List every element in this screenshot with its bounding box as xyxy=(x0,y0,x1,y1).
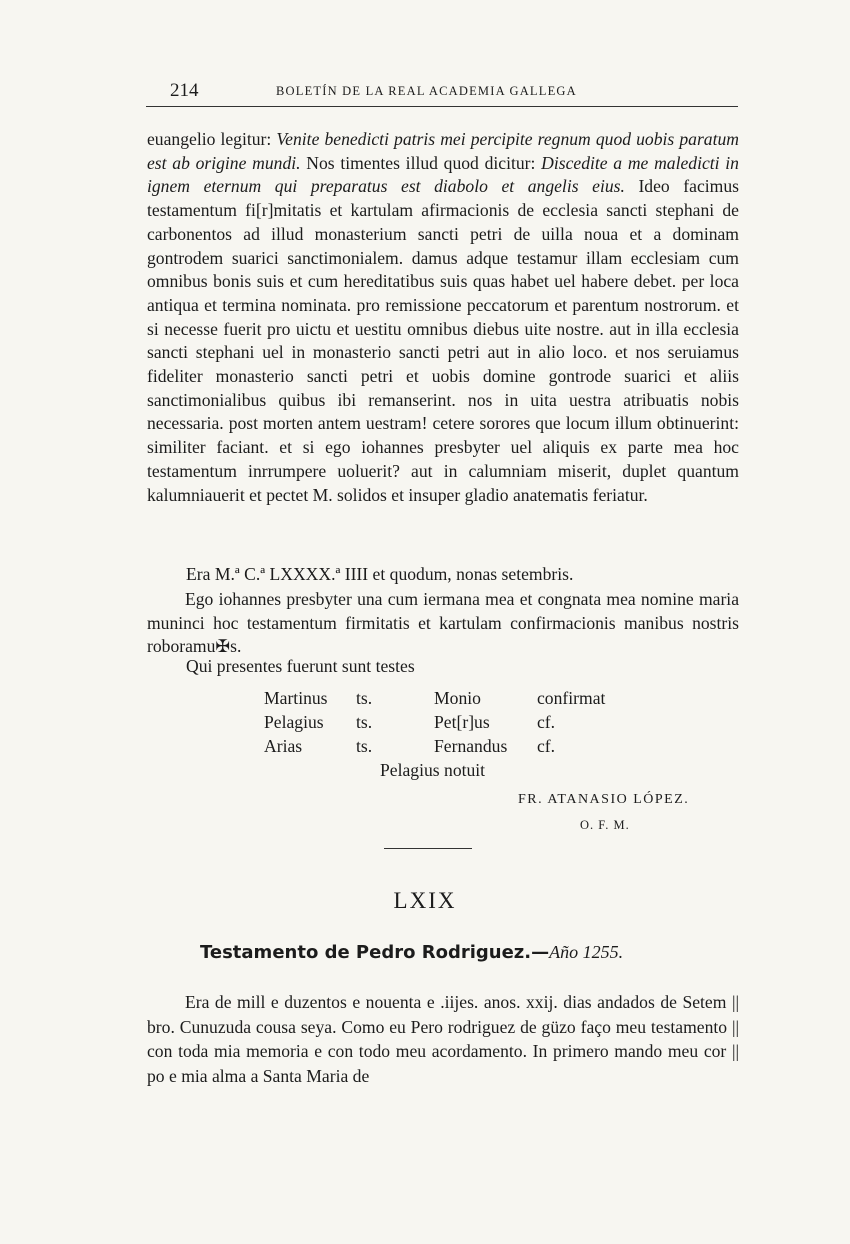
italic-quote: Discedite a me maledicti in ignem eternum qui preparatus est diabolo et angelis eius. xyxy=(147,152,739,197)
witness-mark: ts. xyxy=(356,712,373,732)
section-divider xyxy=(384,848,472,849)
witness-mark: ts. xyxy=(356,688,373,708)
new-document-paragraph: Era de mill e duzentos e nouenta e .iijes. anos. xxij. dias andados de Setem || bro. Cunuzuda cousa seya. Como eu Pero rodriguez de güzo faço meu testamento || con toda mia memoria e con todo meu acordamento. In primero mando meu cor || po e mia alma a Santa Maria de xyxy=(147,992,739,1086)
text-segment: Nos timentes illud quod dicitur: xyxy=(306,152,536,173)
page-header xyxy=(146,80,738,107)
text-segment: Ideo facimus testamentum fi[r]mitatis et kartulam afirmacionis de ecclesia sancti stephani de carbonentos ad illud monasterium sancti petri de uilla noua et a dominam gontrodem suarici sanctimonialem. damus adque testamur illam ecclesiam cum omnibus bonis suis et cum hereditatibus suis quas habet uel habere debet. per loca antiqua et termina nominata. pro remissione peccatorum et parentum nostrorum. et si necesse fuerit pro uictu et uestitu omnibus diebus uite nostre. aut in illa ecclesia sancti stephani uel in monasterio sancti petri aut in alio loco. et nos seruiamus fideliter monasterio sancti petri et uobis domine gontrode suarici et aliis sanctimonialibus quibus ibi remanserint. nos in uita uestra atribuatis nobis necessaria. post morten antem uestram! cetere sorores que locum illum obtinuerint: similiter faciant. et si ego iohannes presbyter uel aliquis ex parte mea hoc testamentum inrrumpere uoluerit? aut in calumniam miserit, duplet quantum kalumniauerit et pectet M. solidos et insuper gladio anatematis feriatur. xyxy=(147,176,739,505)
signature-name: FR. ATANASIO LÓPEZ. xyxy=(518,792,690,807)
document-year: Año 1255. xyxy=(549,942,624,962)
document-number: LXIX xyxy=(393,888,457,913)
witness-name: Pelagius xyxy=(264,712,324,732)
witness-mark: cf. xyxy=(537,736,556,756)
document-title xyxy=(200,942,623,963)
witness-mark: confirmat xyxy=(537,688,606,708)
witnesses-intro: Qui presentes fuerunt sunt testes xyxy=(186,656,415,676)
title-dash: — xyxy=(531,942,550,963)
confirmation-block xyxy=(147,588,739,659)
witness-name: Martinus xyxy=(264,688,328,708)
new-document-body xyxy=(147,990,739,1088)
witness-name: Fernandus xyxy=(434,736,508,756)
witness-mark: cf. xyxy=(537,712,556,732)
previous-document-paragraph xyxy=(147,128,739,507)
witness-mark: ts. xyxy=(356,736,373,756)
confirmation-paragraph: Ego iohannes presbyter una cum iermana mea et congnata mea nomine maria muninci hoc testamentum firmitatis et kartulam confirmacionis manibus nostris roboramu✠s. xyxy=(147,589,739,657)
text-segment: euangelio legitur: xyxy=(147,129,272,149)
page-number: 214 xyxy=(170,80,199,101)
previous-document-body xyxy=(147,128,739,507)
witness-name: Monio xyxy=(434,688,481,708)
witness-name: Arias xyxy=(264,736,303,756)
italic-quote: Venite benedicti patris mei percipite regnum quod uobis paratum est ab origine mundi. xyxy=(147,129,739,173)
document-title-text: Testamento de Pedro Rodriguez. xyxy=(200,942,532,963)
running-title: BOLETÍN DE LA REAL ACADEMIA GALLEGA xyxy=(276,84,577,98)
witness-name: Pet[r]us xyxy=(434,712,490,732)
date-line: Era M.ª C.ª LXXXX.ª IIII et quodum, nonas setembris. xyxy=(186,564,574,584)
signature-order: O. F. M. xyxy=(580,818,630,832)
notary-line: Pelagius notuit xyxy=(380,760,486,780)
